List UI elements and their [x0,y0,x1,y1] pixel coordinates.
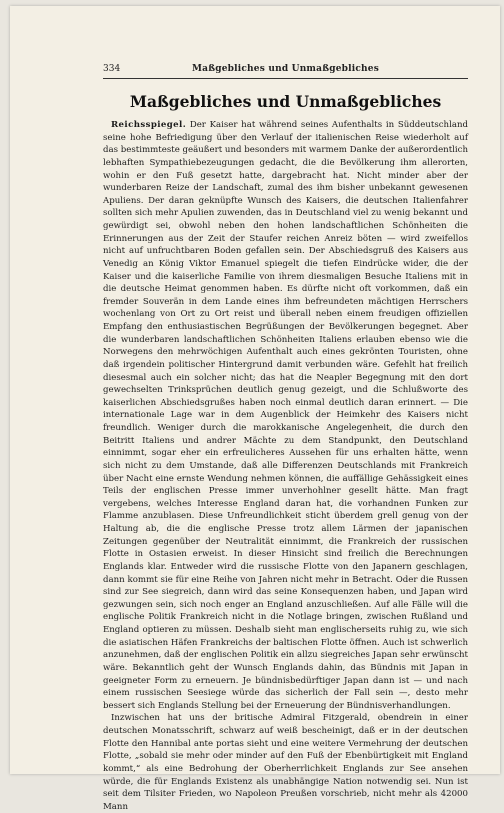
header-rule [103,78,468,79]
book-page [10,6,500,812]
article-title: Maßgebliches und Unmaßgebliches [129,92,442,111]
paragraph-1-text: Der Kaiser hat während seines Aufenthalts in Süddeutschland seine hohe Befriedigung über den Verlauf der italienischen Reise wiederholt auf das bestimmteste geäußert und besonders mit warmem Danke der außerordentlich lebhaften Sympathiebezeugungen gedacht, die die Bevölkerung ihm allerorten, wohin er den Fuß gesetzt hatte, dargebracht hat. Nicht minder aber der wunderbaren Reize der Landschaft, zumal des ihm bisher unbekannt gewesenen Apuliens. Der daran geknüpfte Wunsch des Kaisers, die deutschen Italienfahrer sollten sich mehr Apulien zuwenden, das in Deutschland viel zu wenig bekannt und gewürdigt sei, obwohl neben den hohen landschaftlichen Schönheiten die Erinnerungen aus der Zeit der Staufer reichen Anreiz böten — wird zweifellos nicht auf unfruchtbaren Boden gefallen sein. Der Abschiedsgruß des Kaisers aus Venedig an König Viktor Emanuel spiegelt die tiefen Eindrücke wider, die der Kaiser und die kaiserliche Familie von ihrem diesmaligen Besuche Italiens mit in die deutsche Heimat genommen haben. Es dürfte nicht oft vorkommen, daß ein fremder Souverän in dem Lande eines ihm befreundeten mächtigen Herrschers wochenlang von Ort zu Ort reist und überall neben einem freudigen offiziellen Empfang den enthusiastischen Begrüßungen der Bevölkerungen begegnet. Aber die wunderbaren landschaftlichen Schönheiten Italiens erlauben ebenso wie die Norwegens den mehrwöchigen Aufenthalt auch eines gekrönten Touristen, ohne daß irgendein politischer Hintergrund damit verbunden wäre. Gefehlt hat freilich diesesmal auch ein solcher nicht; das hat die Neapler Begegnung mit den dort gewechselten Trinksprüchen deutlich genug gezeigt, und die Schlußworte des kaiserlichen Abschiedsgrußes haben noch einmal deutlich daran erinnert. — Die internationale Lage war in dem Augenblick der Heimkehr des Kaisers nicht freundlich. Weniger durch die marokkanische Angelegenheit, die durch den Beitritt Italiens und andrer Mächte zu dem Standpunkt, den Deutschland einnimmt, sogar eher ein erfreulicheres Aussehen für uns erhalten hätte, wenn sich nicht zu dem Umstande, daß alle Differenzen Deutschlands mit Frankreich über Nacht eine ernste Wendung nehmen können, die auffällige Gehässigkeit eines Teils der englischen Presse immer unverhohlner gesellt hätte. Man fragt vergebens, welches Interesse England daran hat, die vorhandnen Funken zur Flamme anzublasen. Diese Unfreundlichkeit sticht überdem grell genug von der Haltung ab, die die englische Presse trotz allem Lärmen der japanischen Zeitungen gegenüber der Neutralität einnimmt, die Frankreich der russischen Flotte in Ostasien erweist. In dieser Hinsicht sind freilich die Berechnungen Englands klar. Entweder wird die russische Flotte von den Japanern geschlagen, dann kommt sie für eine Reihe von Jahren nicht mehr in Betracht. Oder die Russen sind zur See siegreich, dann wird das seine Konsequenzen haben, und Japan wird gezwungen sein, sich noch enger an England anzuschließen. Auf alle Fälle will die englische Politik Frankreich nicht in die Notlage bringen, zwischen Rußland und England optieren zu müssen. Deshalb sieht man englischerseits ruhig zu, wie sich die asiatischen Häfen Frankreichs der baltischen Flotte öffnen. Auch ist schwerlich anzunehmen, daß der englischen Politik ein allzu siegreiches Japan sehr erwünscht wäre. Bekanntlich geht der Wunsch Englands dahin, das Bündnis mit Japan in geeigneter Form zu erneuern. Je bündnisbedürftiger Japan dann ist — und nach einem russischen Seesiege würde das sicherlich der Fall sein —, desto mehr bessert sich Englands Stellung bei der Erneuerung der Bündnisverhandlungen. [103,120,468,711]
section-lead: Reichsspiegel. [111,120,187,130]
paragraph-2: Inzwischen hat uns der britische Admiral Fitzgerald, obendrein in einer deutschen Monatsschrift, schwarz auf weiß bescheinigt, daß er in der deutschen Flotte den Hannibal ante portas sieht und eine weitere Vermehrung der deutschen Flotte, „sobald sie mehr oder minder auf den Fuß der Ebenbürtigkeit mit England kommt,“ als eine Bedrohung der Oberherrlichkeit Englands zur See ansehen würde, die für Englands Existenz als unabhängige Nation notwendig sei. Nun ist seit dem Tilsiter Frieden, wo Napoleon Preußen vorschrieb, nicht mehr als 42000 Mann [103,713,468,812]
page-number: 334 [103,64,121,74]
paragraph-1 [103,119,468,712]
article-body [103,119,468,813]
page-header [103,61,468,77]
running-title: Maßgebliches und Unmaßgebliches [192,64,379,74]
